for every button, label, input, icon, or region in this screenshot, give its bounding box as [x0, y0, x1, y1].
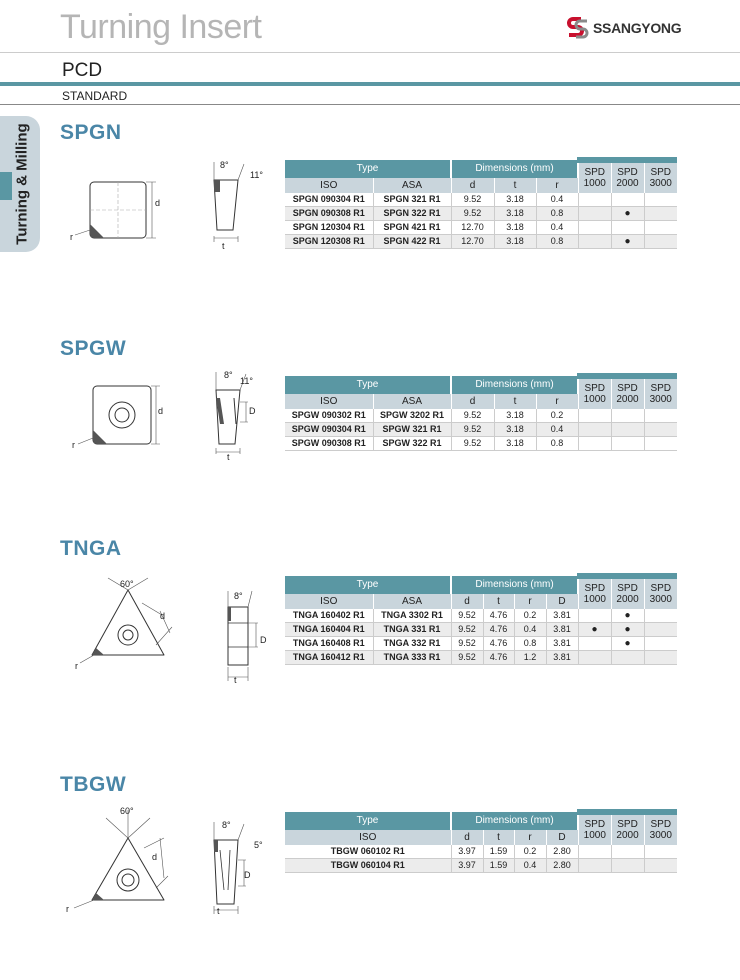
- grade-label: STANDARD: [62, 89, 128, 103]
- type-header: Type: [285, 376, 451, 394]
- spgn-d-label: d: [155, 198, 161, 208]
- header-divider: [0, 52, 740, 53]
- spd1000-cell: [578, 437, 611, 451]
- ssangyong-logo-icon: [566, 16, 590, 40]
- spd2000-cell: [611, 437, 644, 451]
- tnga-top-view-diagram: [60, 575, 180, 675]
- dimensions-header: Dimensions (mm): [451, 812, 578, 830]
- section-title-spgn: SPGN: [60, 121, 122, 144]
- t-cell: 1.59: [483, 845, 514, 859]
- iso-cell: TBGW 060102 R1: [285, 845, 451, 859]
- spd3000-cell: [644, 845, 677, 859]
- d-cell: 9.52: [451, 193, 494, 207]
- r-cell: 0.2: [514, 609, 546, 623]
- brand-name: SSANGYONG: [593, 20, 682, 36]
- spd1000-cell: [578, 609, 611, 623]
- spgw-11deg-label: 11°: [240, 376, 253, 386]
- spd3000-cell: [644, 859, 677, 873]
- asa-cell: TNGA 331 R1: [373, 623, 451, 637]
- r-cell: 0.4: [514, 623, 546, 637]
- spgn-top-view-diagram: [60, 160, 170, 250]
- d-cell: 9.52: [451, 423, 494, 437]
- type-header: Type: [285, 812, 451, 830]
- spd3000-cell: [644, 221, 677, 235]
- col-d: d: [451, 830, 483, 845]
- spd2000-header: SPD 2000: [611, 576, 644, 609]
- spd2000-header: SPD 2000: [611, 160, 644, 193]
- r-cell: 0.4: [536, 193, 578, 207]
- d-cell: 12.70: [451, 221, 494, 235]
- spd3000-cell: [644, 609, 677, 623]
- col-d: d: [451, 594, 483, 609]
- spgw-spec-table: [285, 373, 677, 451]
- spd1000-cell: [578, 409, 611, 423]
- t-cell: 4.76: [483, 609, 514, 623]
- spgw-d-label: d: [158, 406, 164, 416]
- iso-cell: SPGN 120304 R1: [285, 221, 373, 235]
- spd1000-cell: [578, 845, 611, 859]
- col-r: r: [536, 178, 578, 193]
- r-cell: 0.8: [514, 637, 546, 651]
- d-cell: 9.52: [451, 623, 483, 637]
- t-cell: 3.18: [494, 207, 536, 221]
- spgn-11deg-label: 11°: [250, 170, 263, 180]
- side-tab-label: Turning & Milling: [13, 123, 31, 245]
- spgw-8deg-label: 8°: [224, 370, 233, 380]
- teal-divider: [0, 82, 740, 86]
- spgw-r-label: r: [72, 440, 75, 450]
- spgn-t-label: t: [222, 241, 225, 250]
- asa-cell: SPGW 3202 R1: [373, 409, 451, 423]
- col-iso: ISO: [285, 178, 373, 193]
- asa-cell: SPGN 321 R1: [373, 193, 451, 207]
- type-header: Type: [285, 576, 451, 594]
- table-row: [285, 859, 677, 873]
- d-cell: 9.52: [451, 207, 494, 221]
- col-asa: ASA: [373, 178, 451, 193]
- tbgw-spec-table: [285, 809, 677, 873]
- D-cell: 2.80: [546, 859, 578, 873]
- spd3000-cell: [644, 437, 677, 451]
- section-title-spgw: SPGW: [60, 337, 127, 360]
- brand-logo: [566, 16, 681, 40]
- spgw-side-view-diagram: [200, 364, 280, 460]
- tbgw-D-label: D: [244, 870, 251, 880]
- iso-cell: SPGN 120308 R1: [285, 235, 373, 249]
- spgw-top-view-diagram: [60, 378, 170, 468]
- d-cell: 9.52: [451, 437, 494, 451]
- material-title: PCD: [62, 60, 103, 81]
- spd3000-cell: [644, 423, 677, 437]
- spd2000-cell: ●: [611, 207, 644, 221]
- spd2000-cell: ●: [611, 235, 644, 249]
- col-iso: ISO: [285, 394, 373, 409]
- table-row: [285, 437, 677, 451]
- spd3000-cell: [644, 651, 677, 665]
- col-t: t: [483, 830, 514, 845]
- D-cell: 3.81: [546, 623, 578, 637]
- D-cell: 3.81: [546, 651, 578, 665]
- spd3000-cell: [644, 637, 677, 651]
- col-asa: ASA: [373, 394, 451, 409]
- spd3000-header: SPD 3000: [644, 812, 677, 845]
- d-cell: 3.97: [451, 845, 483, 859]
- r-cell: 0.4: [514, 859, 546, 873]
- iso-cell: SPGN 090304 R1: [285, 193, 373, 207]
- spd1000-cell: ●: [578, 623, 611, 637]
- spd1000-cell: [578, 637, 611, 651]
- col-iso: ISO: [285, 594, 373, 609]
- tnga-d-label: d: [160, 611, 166, 621]
- iso-cell: TNGA 160404 R1: [285, 623, 373, 637]
- r-cell: 0.8: [536, 437, 578, 451]
- d-cell: 12.70: [451, 235, 494, 249]
- spd3000-cell: [644, 623, 677, 637]
- table-row: [285, 193, 677, 207]
- t-cell: 3.18: [494, 437, 536, 451]
- spd2000-cell: [611, 423, 644, 437]
- spd3000-header: SPD 3000: [644, 376, 677, 409]
- tbgw-t-label: t: [217, 906, 220, 916]
- r-cell: 0.2: [536, 409, 578, 423]
- dimensions-header: Dimensions (mm): [451, 376, 578, 394]
- d-cell: 9.52: [451, 651, 483, 665]
- d-cell: 9.52: [451, 609, 483, 623]
- section-title-tbgw: TBGW: [60, 773, 127, 796]
- dimensions-header: Dimensions (mm): [451, 576, 578, 594]
- D-cell: 3.81: [546, 637, 578, 651]
- spd3000-cell: [644, 207, 677, 221]
- spd2000-header: SPD 2000: [611, 376, 644, 409]
- spgw-t-label: t: [227, 452, 230, 460]
- spd2000-cell: [611, 651, 644, 665]
- table-row: [285, 235, 677, 249]
- spd2000-cell: [611, 221, 644, 235]
- table-row: [285, 221, 677, 235]
- tbgw-top-view-diagram: [60, 800, 180, 920]
- iso-cell: TNGA 160402 R1: [285, 609, 373, 623]
- spd3000-cell: [644, 235, 677, 249]
- col-r: r: [514, 594, 546, 609]
- D-cell: 3.81: [546, 609, 578, 623]
- t-cell: 4.76: [483, 623, 514, 637]
- table-row: [285, 637, 677, 651]
- r-cell: 0.8: [536, 235, 578, 249]
- spgn-8deg-label: 8°: [220, 160, 229, 170]
- col-t: t: [494, 394, 536, 409]
- table-row: [285, 609, 677, 623]
- col-t: t: [483, 594, 514, 609]
- t-cell: 3.18: [494, 423, 536, 437]
- r-cell: 0.4: [536, 423, 578, 437]
- col-D: D: [546, 830, 578, 845]
- table-row: [285, 845, 677, 859]
- r-cell: 0.2: [514, 845, 546, 859]
- d-cell: 3.97: [451, 859, 483, 873]
- spd3000-header: SPD 3000: [644, 160, 677, 193]
- spd1000-header: SPD 1000: [578, 376, 611, 409]
- t-cell: 1.59: [483, 859, 514, 873]
- spd1000-cell: [578, 221, 611, 235]
- side-tab-marker: [0, 172, 12, 200]
- t-cell: 3.18: [494, 409, 536, 423]
- spd2000-cell: [611, 845, 644, 859]
- iso-cell: SPGN 090308 R1: [285, 207, 373, 221]
- tbgw-5deg-label: 5°: [254, 840, 263, 850]
- table-row: [285, 409, 677, 423]
- spd1000-header: SPD 1000: [578, 576, 611, 609]
- table-row: [285, 423, 677, 437]
- col-r: r: [514, 830, 546, 845]
- thin-divider: [0, 104, 740, 105]
- table-row: [285, 651, 677, 665]
- t-cell: 3.18: [494, 193, 536, 207]
- section-title-tnga: TNGA: [60, 537, 122, 560]
- t-cell: 3.18: [494, 235, 536, 249]
- spd1000-cell: [578, 235, 611, 249]
- asa-cell: SPGW 322 R1: [373, 437, 451, 451]
- tbgw-r-label: r: [66, 904, 69, 914]
- spd1000-header: SPD 1000: [578, 812, 611, 845]
- asa-cell: SPGN 322 R1: [373, 207, 451, 221]
- asa-cell: TNGA 3302 R1: [373, 609, 451, 623]
- col-asa: ASA: [373, 594, 451, 609]
- asa-cell: SPGN 422 R1: [373, 235, 451, 249]
- page-title: Turning Insert: [60, 8, 262, 46]
- spd1000-cell: [578, 651, 611, 665]
- tnga-8deg-label: 8°: [234, 591, 243, 601]
- iso-cell: SPGW 090304 R1: [285, 423, 373, 437]
- col-t: t: [494, 178, 536, 193]
- spd2000-cell: ●: [611, 623, 644, 637]
- spd1000-cell: [578, 193, 611, 207]
- spd2000-cell: ●: [611, 637, 644, 651]
- tnga-60deg-label: 60°: [120, 579, 134, 589]
- tnga-spec-table: [285, 573, 677, 665]
- iso-cell: SPGW 090302 R1: [285, 409, 373, 423]
- col-d: d: [451, 178, 494, 193]
- d-cell: 9.52: [451, 409, 494, 423]
- col-r: r: [536, 394, 578, 409]
- spgw-D-label: D: [249, 406, 256, 416]
- spd2000-cell: [611, 859, 644, 873]
- spd1000-cell: [578, 207, 611, 221]
- iso-cell: TBGW 060104 R1: [285, 859, 451, 873]
- tbgw-8deg-label: 8°: [222, 820, 231, 830]
- t-cell: 3.18: [494, 221, 536, 235]
- spd3000-cell: [644, 193, 677, 207]
- tnga-side-view-diagram: [200, 585, 280, 685]
- r-cell: 1.2: [514, 651, 546, 665]
- iso-cell: TNGA 160412 R1: [285, 651, 373, 665]
- spd1000-cell: [578, 859, 611, 873]
- r-cell: 0.8: [536, 207, 578, 221]
- spd3000-header: SPD 3000: [644, 576, 677, 609]
- asa-cell: SPGN 421 R1: [373, 221, 451, 235]
- spd1000-header: SPD 1000: [578, 160, 611, 193]
- tnga-t-label: t: [234, 675, 237, 685]
- t-cell: 4.76: [483, 651, 514, 665]
- spd2000-header: SPD 2000: [611, 812, 644, 845]
- table-row: [285, 623, 677, 637]
- t-cell: 4.76: [483, 637, 514, 651]
- asa-cell: TNGA 332 R1: [373, 637, 451, 651]
- spgn-r-label: r: [70, 232, 73, 242]
- type-header: Type: [285, 160, 451, 178]
- d-cell: 9.52: [451, 637, 483, 651]
- spgn-side-view-diagram: [200, 158, 280, 250]
- col-D: D: [546, 594, 578, 609]
- spd1000-cell: [578, 423, 611, 437]
- asa-cell: SPGW 321 R1: [373, 423, 451, 437]
- iso-cell: TNGA 160408 R1: [285, 637, 373, 651]
- D-cell: 2.80: [546, 845, 578, 859]
- asa-cell: TNGA 333 R1: [373, 651, 451, 665]
- r-cell: 0.4: [536, 221, 578, 235]
- spd3000-cell: [644, 409, 677, 423]
- spd2000-cell: [611, 409, 644, 423]
- col-iso: ISO: [285, 830, 451, 845]
- tbgw-60deg-label: 60°: [120, 806, 134, 816]
- table-row: [285, 207, 677, 221]
- tnga-D-label: D: [260, 635, 267, 645]
- tbgw-side-view-diagram: [200, 810, 280, 918]
- tnga-r-label: r: [75, 661, 78, 671]
- dimensions-header: Dimensions (mm): [451, 160, 578, 178]
- tbgw-d-label: d: [152, 852, 158, 862]
- spd2000-cell: [611, 193, 644, 207]
- iso-cell: SPGW 090308 R1: [285, 437, 373, 451]
- col-d: d: [451, 394, 494, 409]
- spgn-spec-table: [285, 157, 677, 249]
- spd2000-cell: ●: [611, 609, 644, 623]
